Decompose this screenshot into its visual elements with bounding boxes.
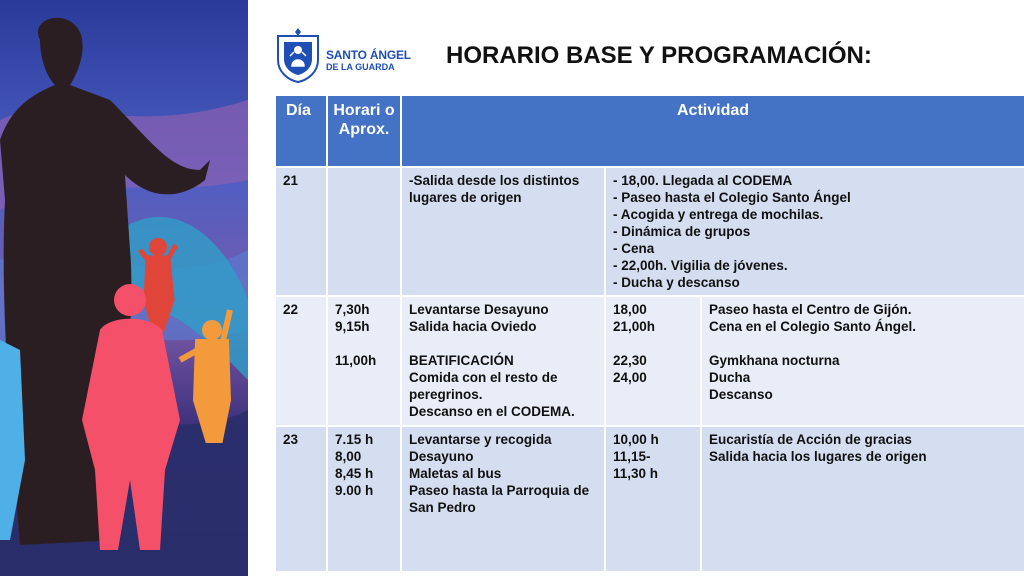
table-row (275, 426, 1024, 572)
cell-actividad-detalle: - 18,00. Llegada al CODEMA - Paseo hasta el Colegio Santo Ángel - Acogida y entrega de mochilas. - Dinámica de grupos - Cena - 22,00h. Vigilia de jóvenes. - Ducha y descanso (605, 167, 1024, 296)
cell-horario (327, 167, 401, 296)
cell-horario: 7,30h 9,15h 11,00h (327, 296, 401, 426)
table-row (275, 167, 1024, 296)
cell-actividad-tarde: Eucaristía de Acción de gracias Salida hacia los lugares de origen (701, 426, 1024, 572)
cell-horario: 7.15 h 8,00 8,45 h 9.00 h (327, 426, 401, 572)
school-logo (272, 26, 411, 84)
logo-name: SANTO ÁNGEL (326, 48, 411, 62)
cell-actividad: Levantarse Desayuno Salida hacia Oviedo BEATIFICACIÓN Comida con el resto de peregrinos. Descanso en el CODEMA. (401, 296, 605, 426)
header-actividad: Actividad (401, 95, 1024, 167)
cell-actividad: -Salida desde los distintos lugares de origen (401, 167, 605, 296)
schedule-table (274, 94, 1024, 573)
cell-dia: 21 (275, 167, 327, 296)
artwork-panel (0, 0, 248, 576)
artwork-illustration (0, 0, 248, 576)
cell-actividad: Levantarse y recogida Desayuno Maletas al bus Paseo hasta la Parroquia de San Pedro (401, 426, 605, 572)
cell-dia: 23 (275, 426, 327, 572)
cell-horario-tarde: 10,00 h 11,15- 11,30 h (605, 426, 701, 572)
header-horario: Horari o Aprox. (327, 95, 401, 167)
page-title: HORARIO BASE Y PROGRAMACIÓN: (446, 42, 872, 69)
table-row (275, 296, 1024, 426)
cell-actividad-tarde: Paseo hasta el Centro de Gijón. Cena en el Colegio Santo Ángel. Gymkhana nocturna Ducha Descanso (701, 296, 1024, 426)
logo-subtitle: DE LA GUARDA (326, 62, 395, 72)
header-dia: Día (275, 95, 327, 167)
table-header-row (275, 95, 1024, 167)
logo-seal-icon (272, 26, 324, 84)
cell-dia: 22 (275, 296, 327, 426)
cell-horario-tarde: 18,00 21,00h 22,30 24,00 (605, 296, 701, 426)
